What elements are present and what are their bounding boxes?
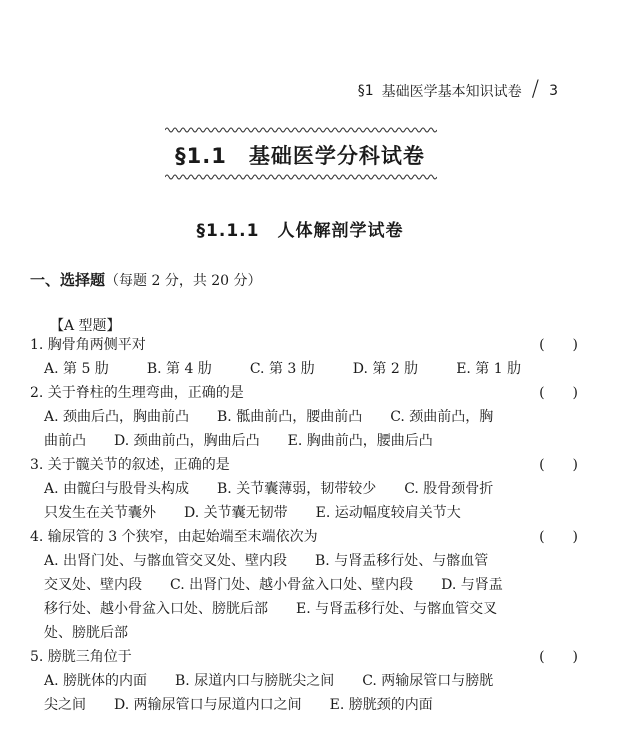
part-title	[30, 269, 262, 290]
option-line: 尖之间 D. 两输尿管口与尿道内口之间 E. 膀胱颈的内面	[44, 697, 433, 713]
subsection-title: §1.1.1 人体解剖学试卷	[196, 221, 404, 241]
option-line: 交叉处、壁内段 C. 出肾门处、越小骨盆入口处、壁内段 D. 与肾盂	[44, 577, 503, 593]
option-line: 曲前凸 D. 颈曲前凸，胸曲后凸 E. 胸曲前凸，腰曲后凸	[44, 433, 433, 449]
question-stem: 3. 关于髋关节的叙述，正确的是	[30, 457, 230, 473]
option-line: 移行处、越小骨盆入口处、膀胱后部 E. 与肾盂移行处、与髂血管交叉	[44, 601, 498, 617]
option-d: D. 第 2 肋	[352, 361, 419, 377]
question-options	[30, 549, 578, 645]
running-head-title: 基础医学基本知识试卷	[381, 83, 522, 100]
slash-divider: /	[531, 77, 540, 102]
answer-blank: ( )	[539, 337, 578, 353]
option-line: A. 颈曲后凸，胸曲前凸 B. 骶曲前凸，腰曲前凸 C. 颈曲前凸，胸	[44, 409, 494, 425]
option-line: A. 由髋臼与股骨头构成 B. 关节囊薄弱，韧带较少 C. 股骨颈骨折	[44, 481, 494, 497]
part-note: （每题 2 分，共 20 分）	[105, 273, 262, 289]
option-line: A. 膀胱体的内面 B. 尿道内口与膀胱尖之间 C. 两输尿管口与膀胱	[44, 673, 494, 689]
option-a: A. 第 5 肋	[44, 361, 109, 377]
question-stem: 1. 胸骨角两侧平对	[30, 337, 146, 353]
question-stem: 4. 输尿管的 3 个狭窄，由起始端至末端依次为	[30, 529, 318, 545]
question-type-label: 【A 型题】	[50, 318, 121, 334]
option-line: 只发生在关节囊外 D. 关节囊无韧带 E. 运动幅度较肩关节大	[44, 505, 461, 521]
question-2	[30, 381, 578, 453]
section-title: §1.1 基础医学分科试卷	[175, 144, 425, 168]
wavy-rule-bottom	[165, 173, 437, 181]
option-line: A. 出肾门处、与髂血管交叉处、壁内段 B. 与肾盂移行处、与髂血管	[44, 553, 489, 569]
wavy-rule-top	[165, 126, 437, 134]
answer-blank: ( )	[539, 529, 578, 545]
option-b: B. 第 4 肋	[146, 361, 212, 377]
question-1	[30, 333, 578, 381]
question-3	[30, 453, 578, 525]
answer-blank: ( )	[539, 457, 578, 473]
question-options	[30, 405, 578, 453]
question-list	[30, 333, 578, 717]
question-stem: 5. 膀胱三角位于	[30, 649, 132, 665]
part-heading: 一、选择题	[30, 271, 106, 289]
question-stem: 2. 关于脊柱的生理弯曲，正确的是	[30, 385, 244, 401]
question-5	[30, 645, 578, 717]
answer-blank: ( )	[539, 385, 578, 401]
answer-blank: ( )	[539, 649, 578, 665]
question-4	[30, 525, 578, 645]
page-number: 3	[549, 82, 558, 99]
option-line: 处、膀胱后部	[44, 625, 128, 641]
question-options	[30, 669, 578, 717]
question-options	[30, 357, 578, 381]
option-c: C. 第 3 肋	[249, 361, 315, 377]
running-head	[358, 78, 558, 103]
question-options	[30, 477, 578, 525]
option-e: E. 第 1 肋	[456, 361, 522, 377]
running-head-section: §1	[357, 82, 374, 99]
